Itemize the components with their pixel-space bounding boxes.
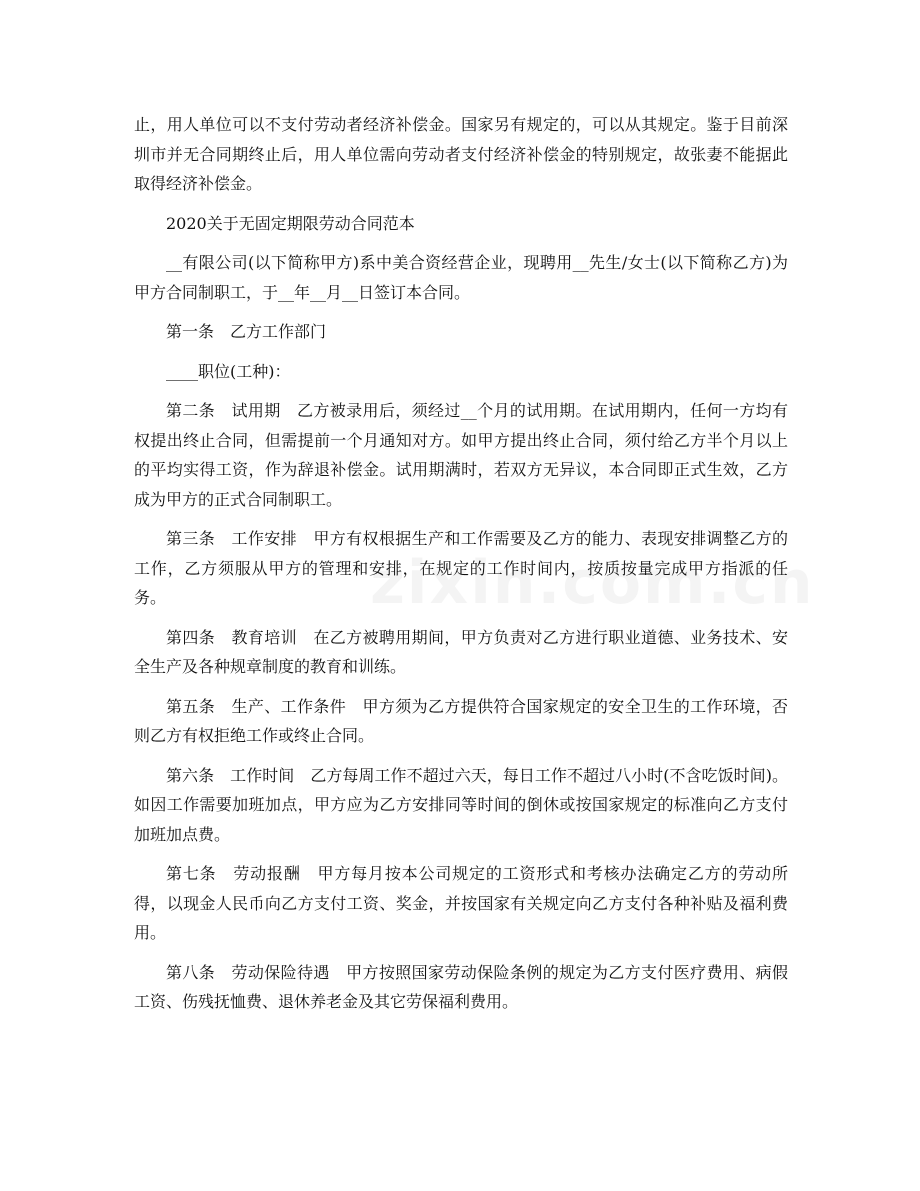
article-1: 第一条 乙方工作部门 <box>166 322 327 341</box>
document-body <box>134 110 788 1027</box>
paragraph-intro: __有限公司(以下简称甲方)系中美合资经营企业，现聘用__先生/女士(以下简称乙方)为甲方合同制职工，于__年__月__日签订本合同。 <box>134 253 788 302</box>
article-7: 第七条 劳动报酬 甲方每月按本公司规定的工资形式和考核办法确定乙方的劳动所得，以现金人民币向乙方支付工资、奖金，并按国家有关规定向乙方支付各种补贴及福利费用。 <box>134 864 788 942</box>
article-6: 第六条 工作时间 乙方每周工作不超过六天，每日工作不超过八小时(不含吃饭时间)。如因工作需要加班加点，甲方应为乙方安排同等时间的倒休或按国家规定的标准向乙方支付加班加点费。 <box>134 765 788 844</box>
document-title: 2020关于无固定期限劳动合同范本 <box>166 213 415 233</box>
article-4: 第四条 教育培训 在乙方被聘用期间，甲方负责对乙方进行职业道德、业务技术、安全生产及各种规章制度的教育和训练。 <box>134 627 788 676</box>
article-3: 第三条 工作安排 甲方有权根据生产和工作需要及乙方的能力、表现安排调整乙方的工作，乙方须服从甲方的管理和安排，在规定的工作时间内，按质按量完成甲方指派的任务。 <box>134 529 788 607</box>
article-8: 第八条 劳动保险待遇 甲方按照国家劳动保险条例的规定为乙方支付医疗费用、病假工资、伤残抚恤费、退休养老金及其它劳保福利费用。 <box>134 962 788 1011</box>
article-2: 第二条 试用期 乙方被录用后，须经过__个月的试用期。在试用期内，任何一方均有权提出终止合同，但需提前一个月通知对方。如甲方提出终止合同，须付给乙方半个月以上的平均实得工资，作为辞退补偿金。试用期满时，若双方无异议，本合同即正式生效，乙方成为甲方的正式合同制职工。 <box>134 401 788 509</box>
article-5: 第五条 生产、工作条件 甲方须为乙方提供符合国家规定的安全卫生的工作环境，否则乙方有权拒绝工作或终止合同。 <box>134 696 788 745</box>
article-1-position: ____职位(工种)： <box>166 361 291 381</box>
paragraph-continuation: 止，用人单位可以不支付劳动者经济补偿金。国家另有规定的，可以从其规定。鉴于目前深圳市并无合同期终止后，用人单位需向劳动者支付经济补偿金的特别规定，故张妻不能据此取得经济补偿金。 <box>134 115 788 193</box>
